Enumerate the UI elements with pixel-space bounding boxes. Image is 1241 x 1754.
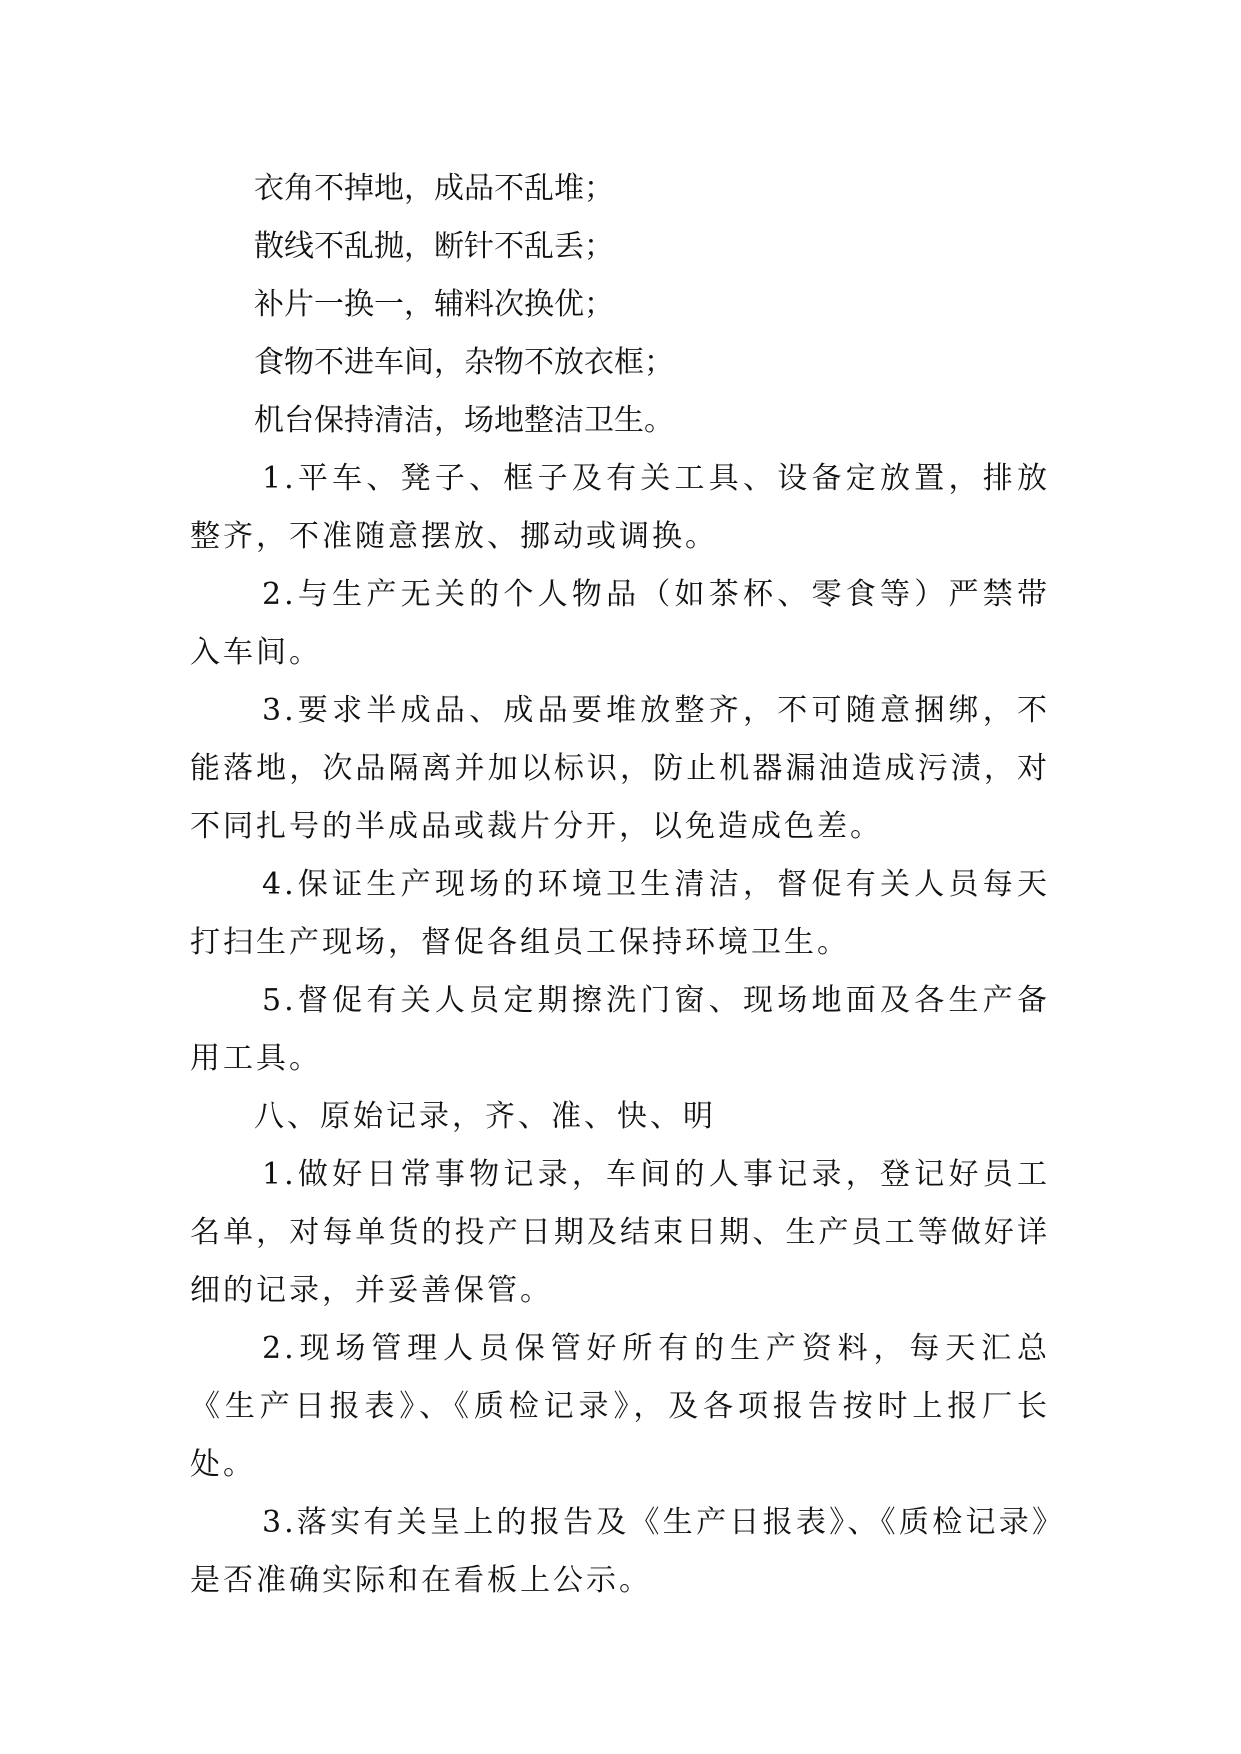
section8-item-3: 3.落实有关呈上的报告及《生产日报表》、《质检记录》是否准确实际和在看板上公示。	[190, 1505, 1050, 1598]
verse-line-4: 食物不进车间，杂物不放衣框；	[254, 345, 674, 380]
verse-line-2: 散线不乱抛，断针不乱丢；	[254, 229, 614, 264]
section8-item-2: 2.现场管理人员保管好所有的生产资料，每天汇总《生产日报表》、《质检记录》，及各项报告按时上报厂长处。	[190, 1331, 1050, 1482]
section7-item-1: 1.平车、凳子、框子及有关工具、设备定放置，排放整齐，不准随意摆放、挪动或调换。	[190, 461, 1050, 554]
section8-item-1: 1.做好日常事物记录，车间的人事记录，登记好员工名单，对每单货的投产日期及结束日期、生产员工等做好详细的记录，并妥善保管。	[190, 1157, 1050, 1308]
section7-item-4: 4.保证生产现场的环境卫生清洁，督促有关人员每天打扫生产现场，督促各组员工保持环境卫生。	[190, 867, 1050, 960]
section8-heading: 八、原始记录，齐、准、快、明	[254, 1099, 716, 1134]
verse-line-5: 机台保持清洁，场地整洁卫生。	[254, 403, 674, 438]
document-body	[190, 160, 1050, 1610]
verse-line-3: 补片一换一，辅料次换优；	[254, 287, 614, 322]
section7-item-3: 3.要求半成品、成品要堆放整齐，不可随意捆绑，不能落地，次品隔离并加以标识，防止机器漏油造成污渍，对不同扎号的半成品或裁片分开，以免造成色差。	[190, 693, 1050, 844]
section7-item-2: 2.与生产无关的个人物品（如茶杯、零食等）严禁带入车间。	[190, 577, 1050, 670]
verse-line-1: 衣角不掉地，成品不乱堆；	[254, 171, 614, 206]
section7-item-5: 5.督促有关人员定期擦洗门窗、现场地面及各生产备用工具。	[190, 983, 1050, 1076]
